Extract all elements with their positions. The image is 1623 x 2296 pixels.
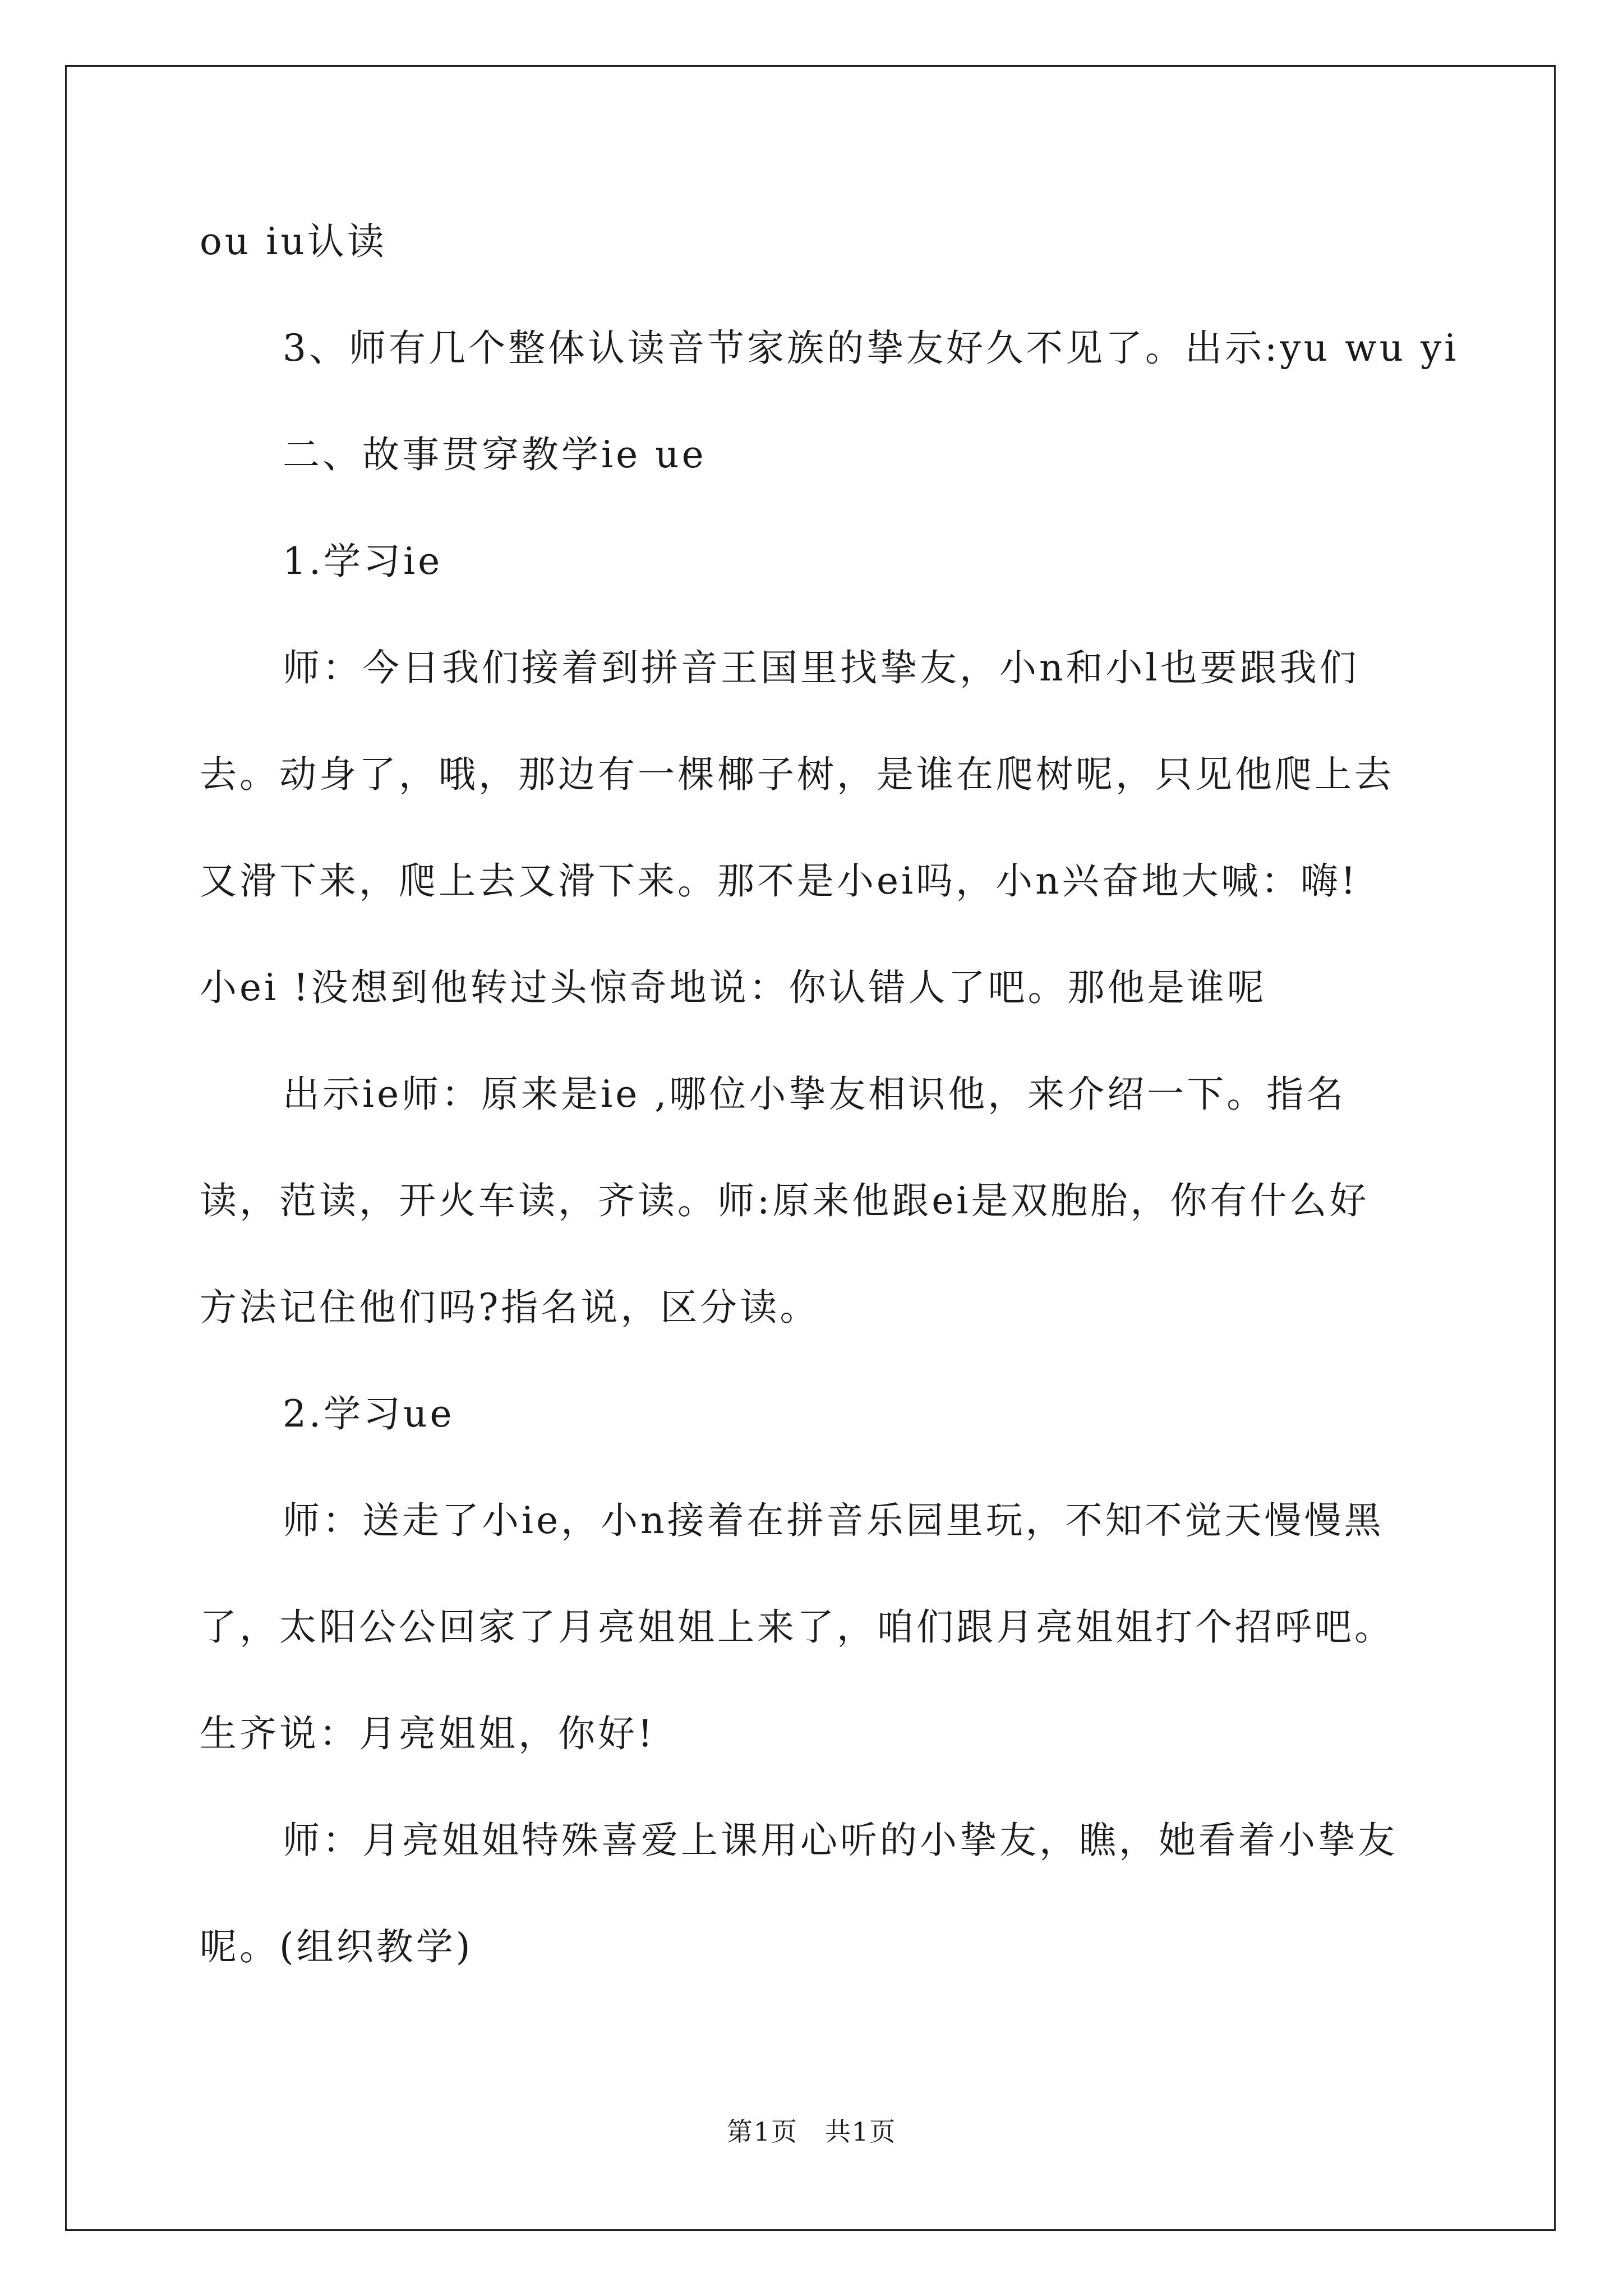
page-footer: 第1页 共1页 xyxy=(726,2116,897,2147)
text-line: 方法记住他们吗?指名说，区分读。 xyxy=(200,1286,820,1329)
document-body xyxy=(200,213,1459,2025)
text-line: 3、师有几个整体认读音节家族的挚友好久不见了。出示:yu wu yi xyxy=(283,326,1459,370)
text-line: 师：今日我们接着到拼音王国里找挚友，小n和小l也要跟我们 xyxy=(283,646,1359,689)
text-line: 去。动身了，哦，那边有一棵椰子树，是谁在爬树呢，只见他爬上去 xyxy=(200,753,1394,796)
text-line: 小ei !没想到他转过头惊奇地说：你认错人了吧。那他是谁呢 xyxy=(200,966,1267,1009)
text-line: ou iu认读 xyxy=(200,220,387,263)
text-line: 出示ie师：原来是ie ,哪位小挚友相识他，来介绍一下。指名 xyxy=(283,1073,1347,1116)
text-line: 二、故事贯穿教学ie ue xyxy=(283,433,707,476)
text-line: 1.学习ie xyxy=(283,540,443,583)
text-line: 了，太阳公公回家了月亮姐姐上来了，咱们跟月亮姐姐打个招呼吧。 xyxy=(200,1605,1394,1649)
text-line: 呢。(组织教学) xyxy=(200,1925,473,1968)
text-line: 师：月亮姐姐特殊喜爱上课用心听的小挚友，瞧，她看着小挚友 xyxy=(283,1819,1398,1862)
text-line: 又滑下来，爬上去又滑下来。那不是小ei吗，小n兴奋地大喊：嗨! xyxy=(200,859,1359,903)
text-line: 2.学习ue xyxy=(283,1392,455,1435)
text-line: 读，范读，开火车读，齐读。师:原来他跟ei是双胞胎，你有什么好 xyxy=(200,1179,1370,1222)
text-line: 生齐说：月亮姐姐，你好! xyxy=(200,1712,656,1755)
text-line: 师：送走了小ie，小n接着在拼音乐园里玩，不知不觉天慢慢黑 xyxy=(283,1499,1384,1542)
